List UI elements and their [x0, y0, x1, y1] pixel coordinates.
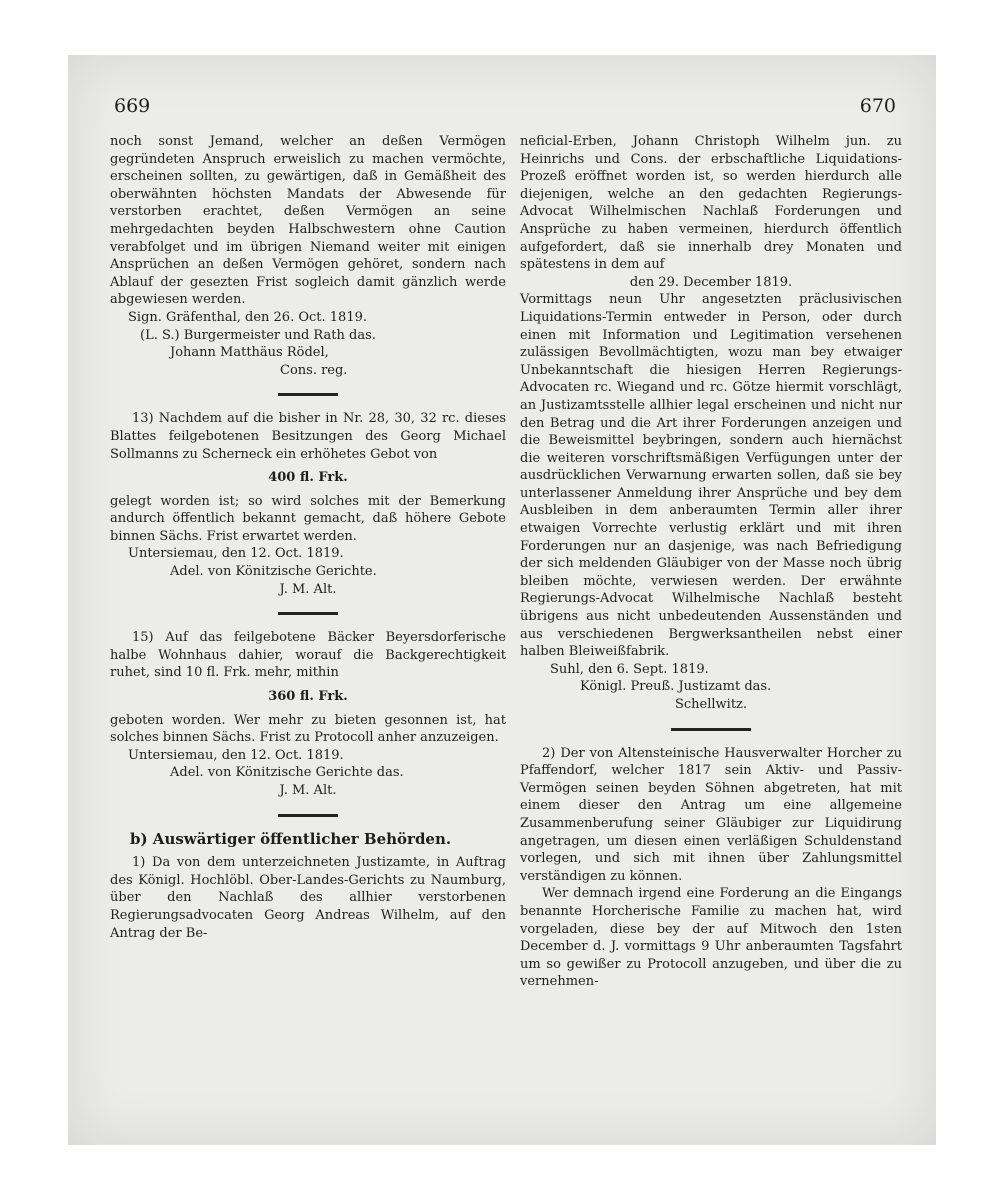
notice-13-text: 13) Nachdem auf die bisher in Nr. 28, 30, 32 rc. dieses Blattes feilgebotenen Besitzungen des Georg Michael Sollmanns zu Scherneck ein erhöhetes Gebot von — [110, 411, 506, 462]
notice-15-place-date: Untersiemau, den 12. Oct. 1819. — [128, 747, 344, 763]
divider-rule — [278, 814, 338, 817]
notice-13-name: J. M. Alt. — [279, 581, 337, 597]
intro-paragraph: noch sonst Jemand, welcher an deßen Vermögen gegründeten Anspruch erweislich zu machen vermöchte, erscheinen sollten, zu gewärtigen, daß in Gemäßheit des oberwähnten höchsten Mandats der Abwesende für verstorben erachtet, deßen Vermögen an seine mehrgedachten beyden Halbschwestern ohne Caution verabfolget und im übrigen Niemand weiter mit einigen Ansprüchen an deßen Vermögen gehöret, sondern nach Ablauf der gesezten Frist sogleich damit gänzlich werde abgewiesen werden. — [110, 134, 506, 308]
page-number-right: 670 — [859, 95, 896, 117]
notice-2-text-continued: Wer demnach irgend eine Forderung an die Eingangs benannte Horcherische Familie zu machen hat, wird vorgeladen, diese bey der auf Mitwoch den 1sten December d. J. vormittags 9 Uhr anberaumten Tagsfahrt um so gewißer zu Protocoll anzugeben, und über die zu vernehmen- — [520, 886, 902, 990]
right-column — [520, 133, 902, 991]
notice-13-office: Adel. von Könitzische Gerichte. — [170, 564, 377, 580]
signature-title: Cons. reg. — [280, 362, 348, 378]
notice-13-amount: 400 fl. Frk. — [268, 470, 348, 486]
notice-1-name: Schellwitz. — [674, 697, 748, 712]
notice-15-text: 15) Auf das feilgebotene Bäcker Beyersdorferische halbe Wohnhaus dahier, worauf die Backgerechtigkeit ruhet, sind 10 fl. Frk. mehr, mithin — [110, 630, 506, 681]
notice-1-continued-text: neficial-Erben, Johann Christoph Wilhelm jun. zu Heinrichs und Cons. der erbschaftliche Liquidations-Prozeß eröffnet worden ist, so werden hierdurch alle diejenigen, welche an den gedachten Regierungs-Advocat Wilhelmischen Nachlaß Forderungen und Ansprüche zu haben vermeinen, hierdurch öffentlich aufgefordert, daß sie innerhalb drey Monaten und spätestens in dem auf — [520, 134, 902, 273]
notice-15-name: J. M. Alt. — [279, 783, 337, 798]
term-date: den 29. December 1819. — [629, 274, 793, 290]
divider-rule — [278, 393, 338, 396]
signature-office: (L. S.) Burgermeister und Rath das. — [140, 327, 376, 343]
notice-2-text: 2) Der von Altensteinische Hausverwalter Horcher zu Pfaffendorf, welcher 1817 sein Aktiv- und Passiv-Vermögen seinen beyden Söhnen abgetreten, hat mit einem dieser den Antrag um eine allgemeine Zusammenberufung seiner Gläubiger zur Liquidirung angetragen, um diesen einen verläßigen Schuldenstand vorlegen, und sich mit ihnen über Zahlungsmittel verständigen zu können. — [520, 745, 902, 884]
notice-13-place-date: Untersiemau, den 12. Oct. 1819. — [128, 546, 344, 562]
divider-rule — [671, 728, 751, 731]
left-column — [110, 133, 506, 942]
notice-13-text-continued: gelegt worden ist; so wird solches mit der Bemerkung andurch öffentlich bekannt gemacht, daß höhere Gebote binnen Sächs. Frist erwartet werden. — [110, 493, 506, 544]
divider-rule — [278, 612, 338, 615]
section-heading: b) Auswärtiger öffentlicher Behörden. — [130, 829, 452, 848]
notice-15-text-continued: geboten worden. Wer mehr zu bieten gesonnen ist, hat solches binnen Sächs. Frist zu Protocoll anher anzuzeigen. — [110, 712, 506, 746]
notice-15-amount: 360 fl. Frk. — [268, 689, 348, 705]
signature-name: Johann Matthäus Rödel, — [170, 345, 329, 361]
section-b-notice-1-text: 1) Da von dem unterzeichneten Justizamte, in Auftrag des Königl. Hochlöbl. Ober-Landes-Gerichts zu Naumburg, über den Nachlaß des allhier verstorbenen Regierungsadvocaten Georg Andreas Wilhelm, auf den Antrag der Be- — [110, 855, 506, 941]
notice-1-office: Königl. Preuß. Justizamt das. — [580, 679, 772, 695]
newspaper-page-spread — [68, 55, 936, 1145]
notice-1-continued-text-2: Vormittags neun Uhr angesetzten präclusivischen Liquidations-Termin entweder in Person, oder durch einen mit Information und Legitimation versehenen zulässigen Bevollmächtigten, wozu man bey etwaiger Unbekanntschaft die hiesigen Herren Regierungs-Advocaten rc. Wiegand und rc. Götze hiermit vorschlägt, an Justizamtsstelle allhier legal erscheinen und nicht nur den Betrag und die Art ihrer Forderungen anzeigen und die Beweismittel beybringen, sondern auch hiernächst die weiteren vorschriftsmäßigen Verfügungen unter der ausdrücklichen Verwarnung erwarten sollen, daß sie bey unterlassener Anmeldung ihrer Ansprüche und bey dem Ausbleiben in dem anberaumten Termin aller ihrer etwaigen Vorrechte verlustig erklärt und mit ihren Forderungen nur an dasjenige, was nach Befriedigung der sich meldenden Gläubiger von der Masse noch übrig bleiben möchte, verwiesen werden. Der erwähnte Regierungs-Advocat Wilhelmische Nachlaß besteht übrigens aus nicht unbedeutenden Aussenständen und aus verschiedenen Bergwerksantheilen nebst einer halben Bleiweißfabrik. — [520, 292, 902, 660]
notice-15-office: Adel. von Könitzische Gerichte das. — [170, 765, 404, 781]
notice-1-place-date: Suhl, den 6. Sept. 1819. — [550, 661, 709, 677]
page-number-left: 669 — [114, 95, 151, 117]
signature-place-date: Sign. Gräfenthal, den 26. Oct. 1819. — [128, 309, 367, 325]
